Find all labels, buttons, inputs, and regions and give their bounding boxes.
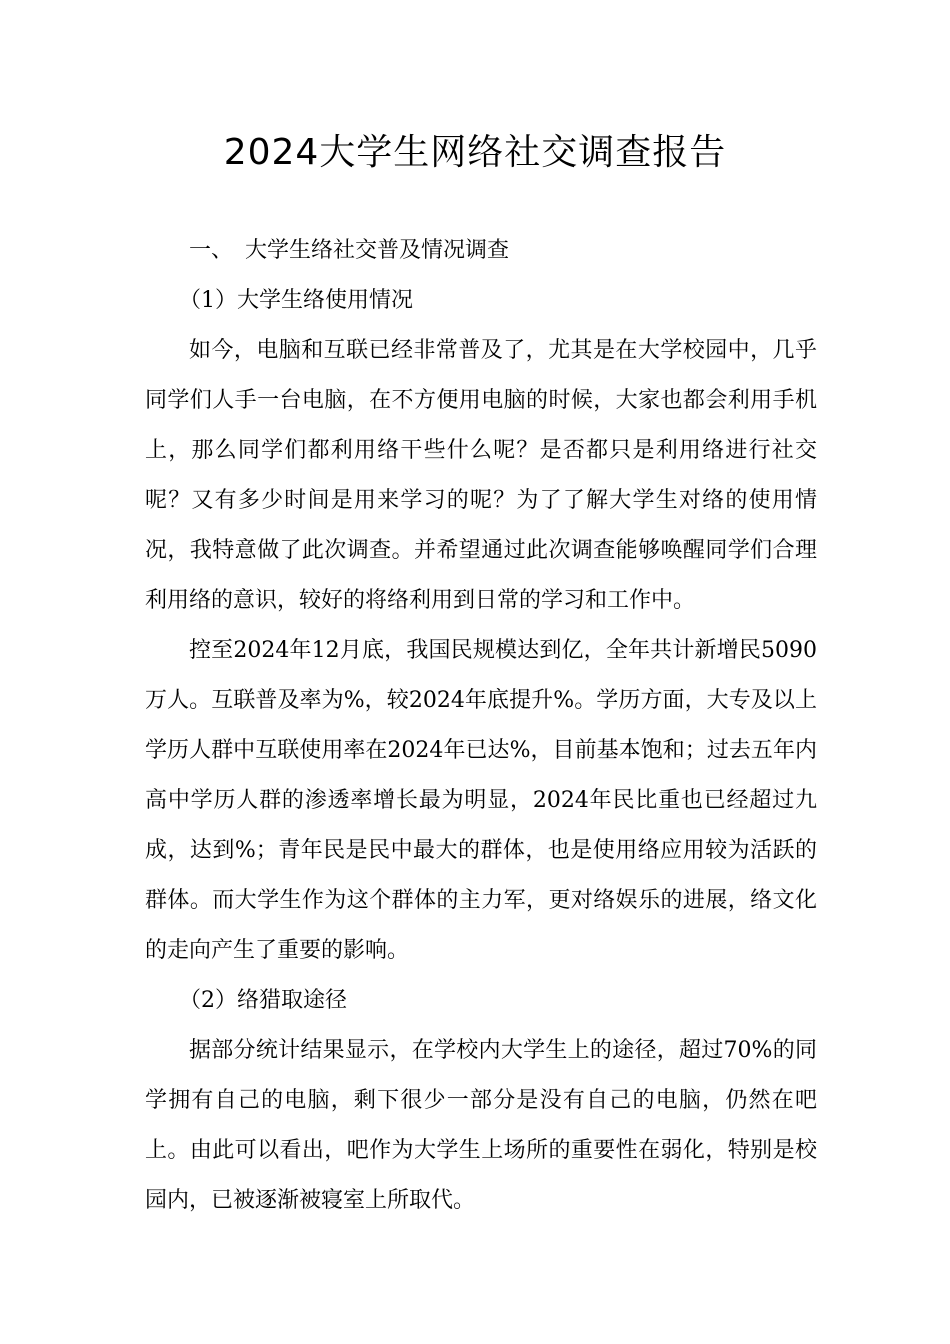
section-heading-1 xyxy=(145,226,817,276)
document-body xyxy=(145,226,817,1226)
subsection-heading-2: （2）络猎取途径 xyxy=(179,988,347,1013)
document-title: 2024大学生网络社交调查报告 xyxy=(223,132,727,173)
paragraph-2: 控至2024年12月底，我国民规模达到亿，全年共计新增民5090万人。互联普及率为%，较2024年底提升%。学历方面，大专及以上学历人群中互联使用率在2024年已达%，目前基本饱和；过去五年内高中学历人群的渗透率增长最为明显，2024年民比重也已经超过九成，达到%；青年民是民中最大的群体，也是使用络应用较为活跃的群体。而大学生作为这个群体的主力军，更对络娱乐的进展，络文化的走向产生了重要的影响。 xyxy=(145,638,817,963)
section-number: 一、 xyxy=(189,238,234,263)
section-heading-text: 大学生络社交普及情况调查 xyxy=(245,238,510,263)
paragraph-3: 据部分统计结果显示，在学校内大学生上的途径，超过70%的同学拥有自己的电脑，剩下很少一部分是没有自己的电脑，仍然在吧上。由此可以看出，吧作为大学生上场所的重要性在弱化，特别是校园内，已被逐渐被寝室上所取代。 xyxy=(145,1038,817,1213)
subsection-heading-1: （1）大学生络使用情况 xyxy=(179,288,413,313)
paragraph-1: 如今，电脑和互联已经非常普及了，尤其是在大学校园中，几乎同学们人手一台电脑，在不方便用电脑的时候，大家也都会利用手机上，那么同学们都利用络干些什么呢？是否都只是利用络进行社交呢？又有多少时间是用来学习的呢？为了了解大学生对络的使用情况，我特意做了此次调查。并希望通过此次调查能够唤醒同学们合理利用络的意识，较好的将络利用到日常的学习和工作中。 xyxy=(145,338,817,613)
